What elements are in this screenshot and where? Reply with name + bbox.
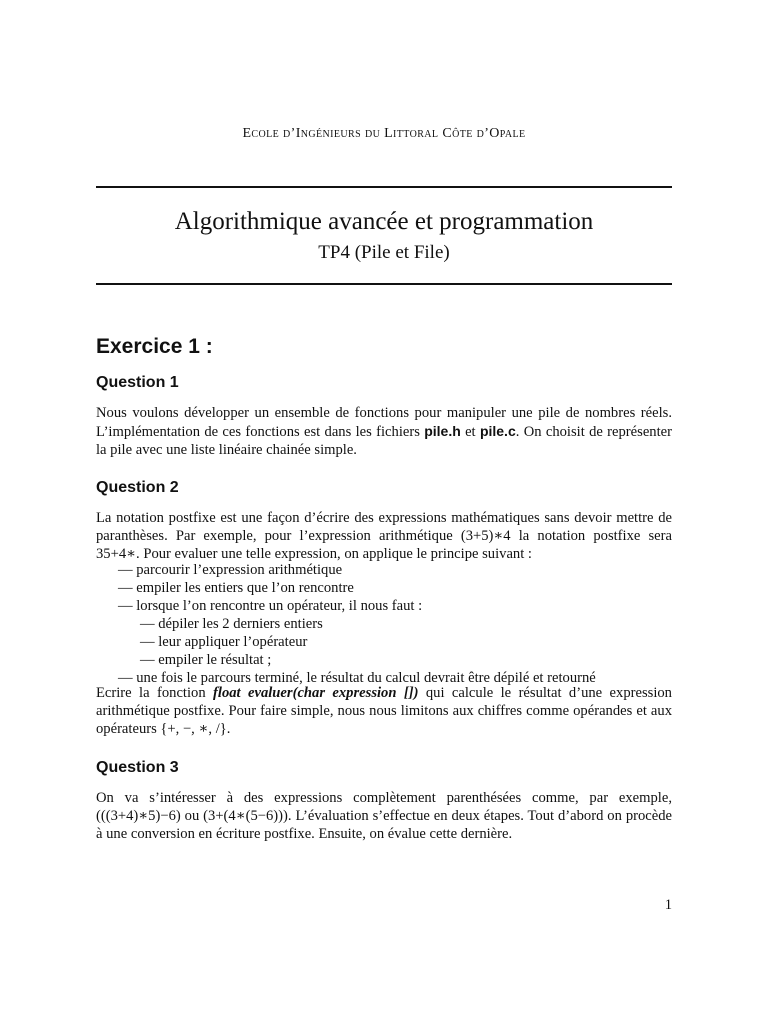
- title-rule-top: [96, 186, 672, 188]
- question-1-heading: Question 1: [96, 374, 179, 391]
- question-1-text-a: Nous voulons développer un ensemble de fonctions pour manipuler une pile de nombres réels. L’implémentation de ces fonctions est dans les fichiers: [96, 405, 672, 440]
- question-2-task: [96, 684, 672, 738]
- list-item: — empiler les entiers que l’on rencontre: [118, 580, 354, 596]
- file-name-pile-h: pile.h: [424, 423, 461, 439]
- question-2-task-a: Ecrire la fonction: [96, 685, 214, 701]
- document-page: [96, 0, 672, 1024]
- sub-list-item: — leur appliquer l’opérateur: [140, 634, 308, 650]
- question-3-text: On va s’intéresser à des expressions complètement parenthésées comme, par exemple, (((3+4)∗5)−6) ou (3+(4∗(5−6))). L’évaluation s’effectue en deux étapes. Tout d’abord on procède à une conversion en écriture postfixe. Ensuite, on évalue cette dernière.: [96, 790, 672, 842]
- question-1-text-c: . On choisit de représenter la pile avec une liste linéaire chainée simple.: [96, 424, 672, 458]
- document-subtitle: TP4 (Pile et File): [318, 242, 450, 263]
- document-title: Algorithmique avancée et programmation: [174, 208, 594, 235]
- question-3-heading: Question 3: [96, 759, 179, 776]
- list-item: — une fois le parcours terminé, le résultat du calcul devrait être dépilé et retourné: [118, 670, 596, 686]
- sub-list-item: — empiler le résultat ;: [140, 652, 272, 668]
- question-2-heading: Question 2: [96, 479, 179, 496]
- page-number: 1: [664, 897, 672, 913]
- exercise-heading: Exercice 1 :: [96, 335, 213, 358]
- file-name-pile-c: pile.c: [479, 423, 516, 439]
- school-name: Ecole d’Ingénieurs du Littoral Côte d’Opale: [242, 126, 526, 141]
- question-2-task-b: qui calcule le résultat d’une expression arithmétique postfixe. Pour faire simple, nous nous limitons aux chiffres comme opérandes et aux opérateurs {+, −, ∗, /}.: [96, 685, 672, 737]
- sub-list-item: — dépiler les 2 derniers entiers: [140, 616, 323, 632]
- title-rule-bottom: [96, 283, 672, 285]
- question-1-text: [96, 404, 672, 459]
- list-item: — parcourir l’expression arithmétique: [118, 562, 343, 578]
- list-item: — lorsque l’on rencontre un opérateur, il nous faut :: [118, 598, 423, 614]
- question-2-intro: La notation postfixe est une façon d’écrire des expressions mathématiques sans devoir mettre de paranthèses. Par exemple, pour l’expression arithmétique (3+5)∗4 la notation postfixe sera 35+4∗. Pour evaluer une telle expression, on applique le principe suivant :: [96, 510, 672, 562]
- question-1-text-b: et: [460, 424, 480, 440]
- function-signature: float evaluer(char expression []): [213, 685, 419, 701]
- algorithm-steps-list: [96, 561, 672, 687]
